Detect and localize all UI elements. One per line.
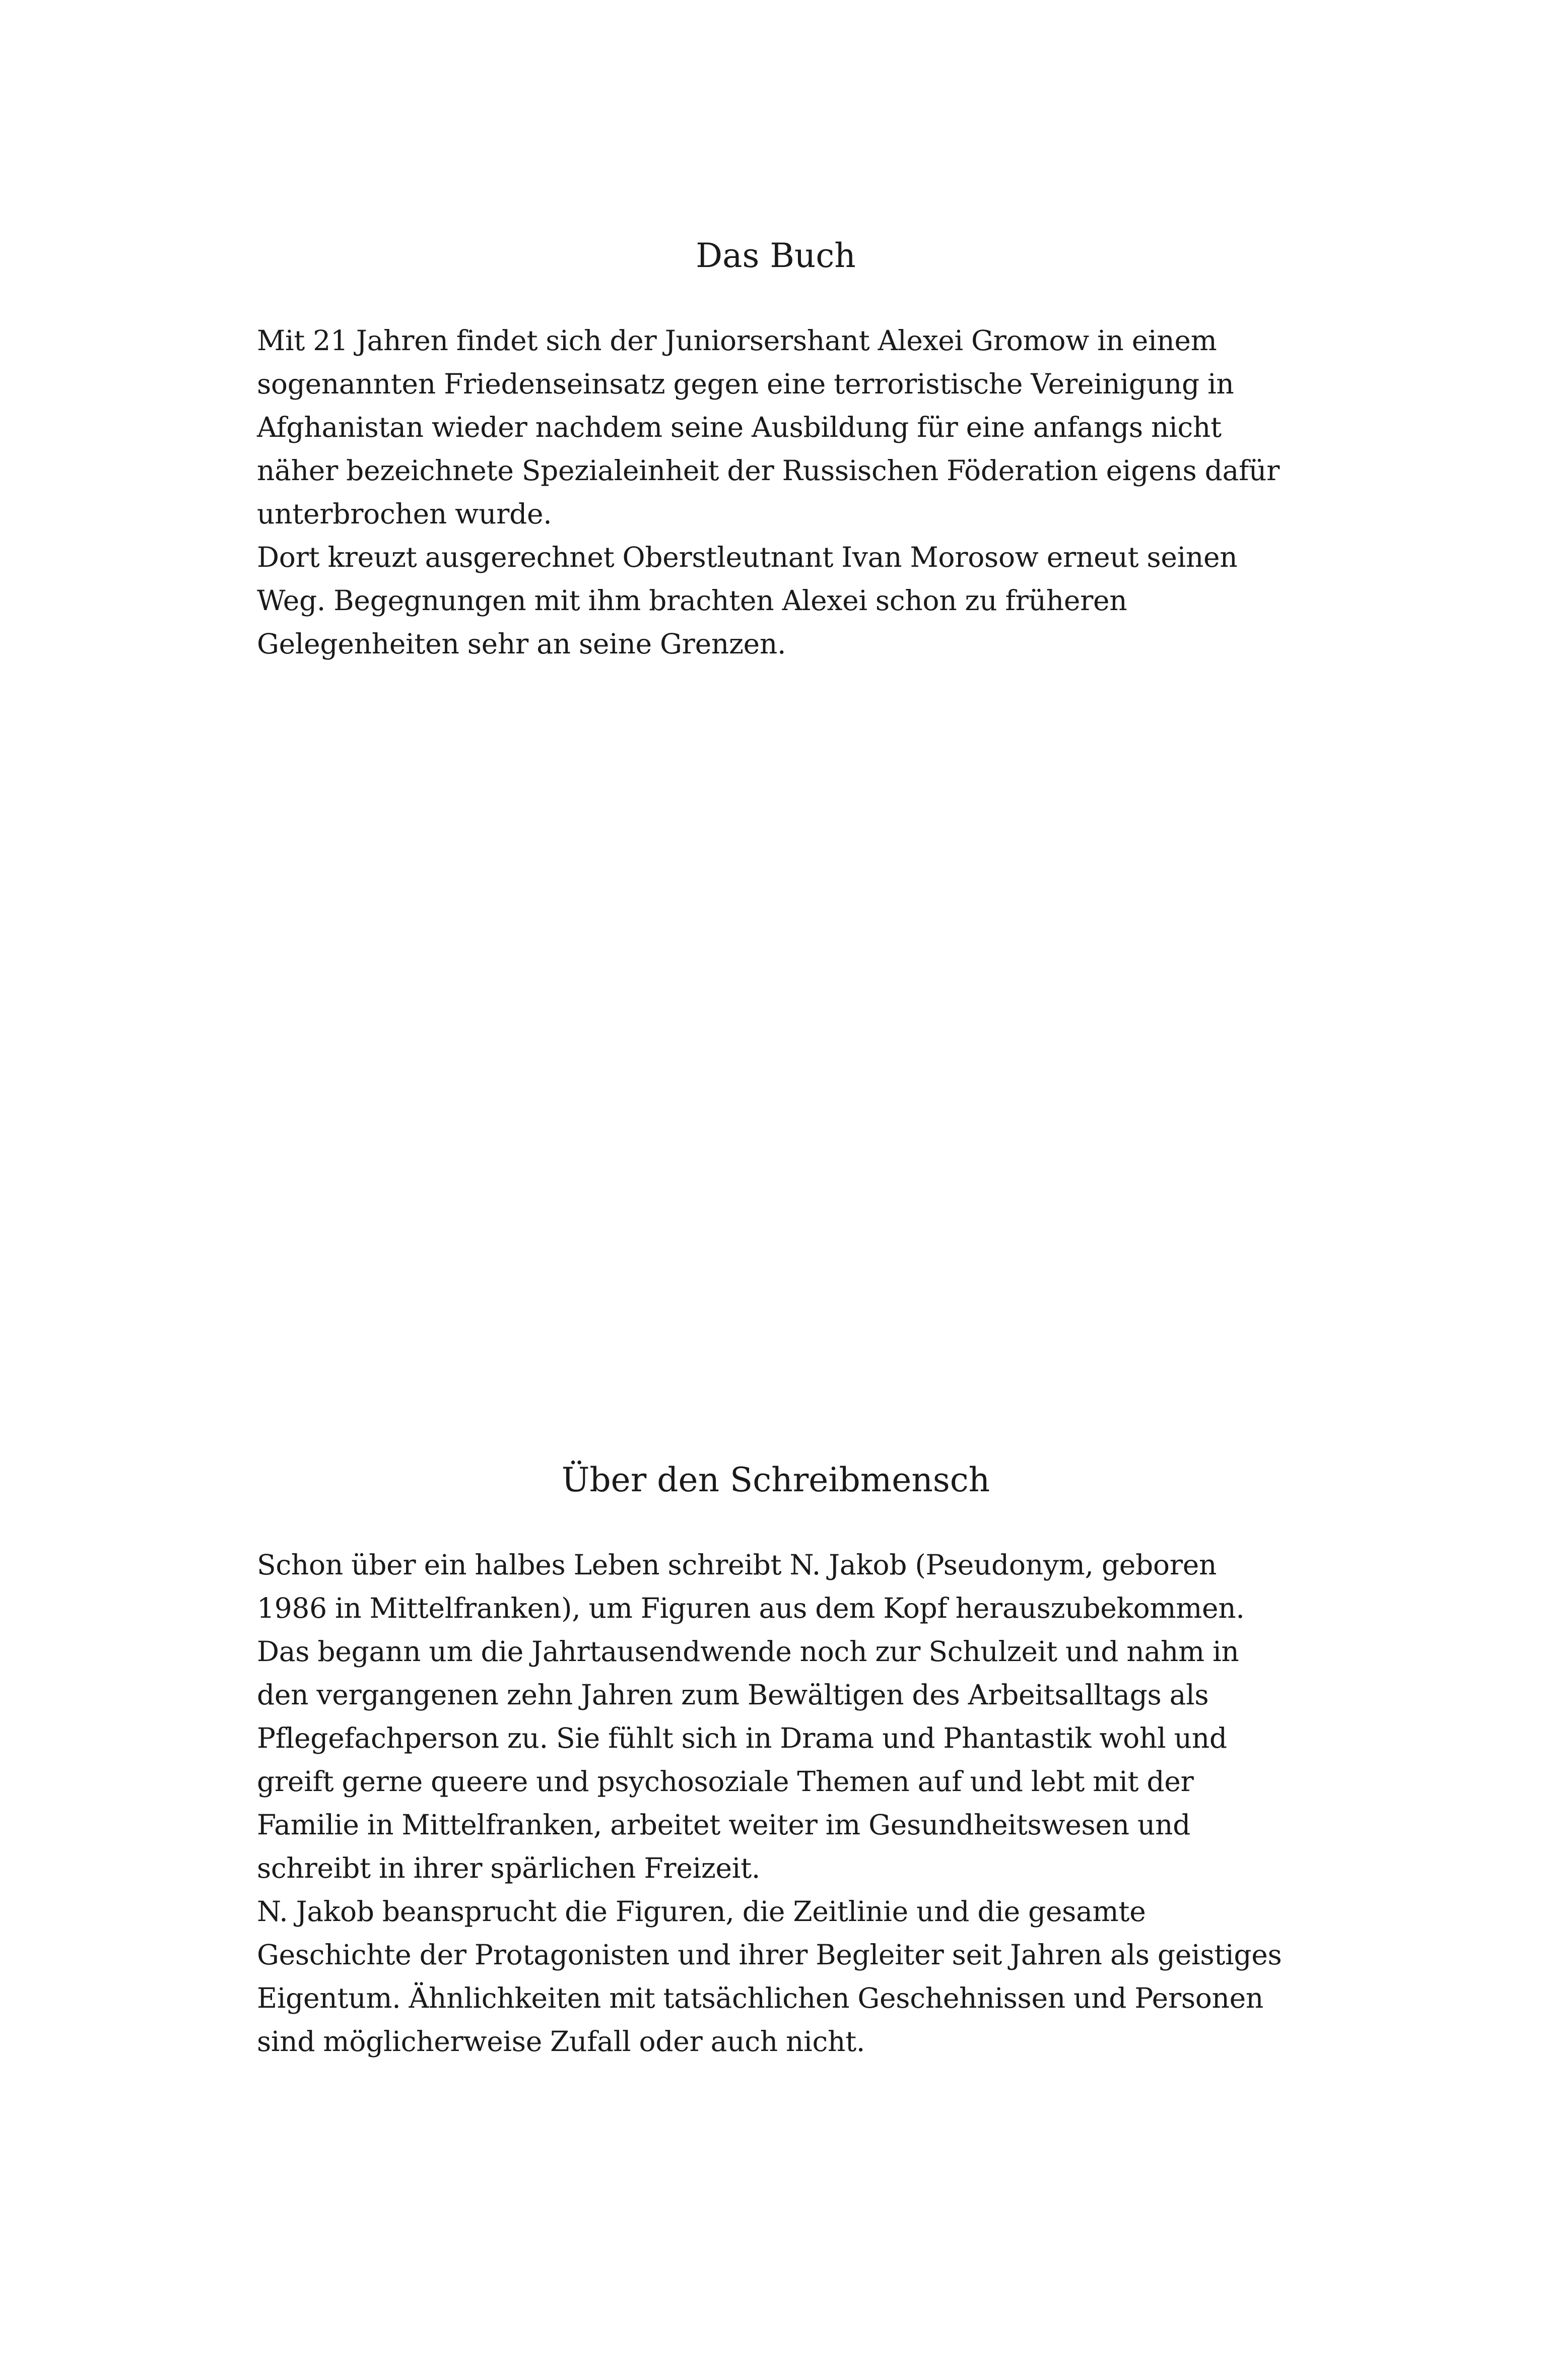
book-section (257, 233, 1295, 666)
book-paragraph: Mit 21 Jahren findet sich der Juniorsershant Alexei Gromow in einem sogenannten Friedenseinsatz gegen eine terroristische Vereinigung in Afghanistan wieder nachdem seine Ausbildung für eine anfangs nicht näher bezeichnete Spezialeinheit der Russischen Föderation eigens dafür unterbrochen wurde. (257, 324, 1280, 530)
book-paragraph: Dort kreuzt ausgerechnet Oberstleutnant Ivan Morosow erneut seinen Weg. Begegnungen mit ihm brachten Alexei schon zu früheren Gelegenheiten sehr an seine Grenzen. (257, 541, 1238, 660)
author-paragraph: N. Jakob beansprucht die Figuren, die Zeitlinie und die gesamte Geschichte der Protagonisten und ihrer Begleiter seit Jahren als geistiges Eigentum. Ähnlichkeiten mit tatsächlichen Geschehnissen und Personen sind möglicherweise Zufall oder auch nicht. (257, 1895, 1282, 2058)
book-description (257, 319, 1295, 666)
author-section-title: Über den Schreibmensch (561, 1461, 990, 1499)
author-paragraph: Schon über ein halbes Leben schreibt N. Jakob (Pseudonym, geboren 1986 in Mittelfranken), um Figuren aus dem Kopf herauszubekommen. Das begann um die Jahrtausendwende noch zur Schulzeit und nahm in den vergangenen zehn Jahren zum Bewältigen des Arbeitsalltags als Pflegefachperson zu. Sie fühlt sich in Drama und Phantastik wohl und greift gerne queere und psychosoziale Themen auf und lebt mit der Familie in Mittelfranken, arbeitet weiter im Gesundheitswesen und schreibt in ihrer spärlichen Freizeit. (257, 1549, 1245, 1884)
author-section (257, 1458, 1295, 2063)
book-section-title: Das Buch (696, 236, 856, 275)
author-bio (257, 1543, 1295, 2063)
